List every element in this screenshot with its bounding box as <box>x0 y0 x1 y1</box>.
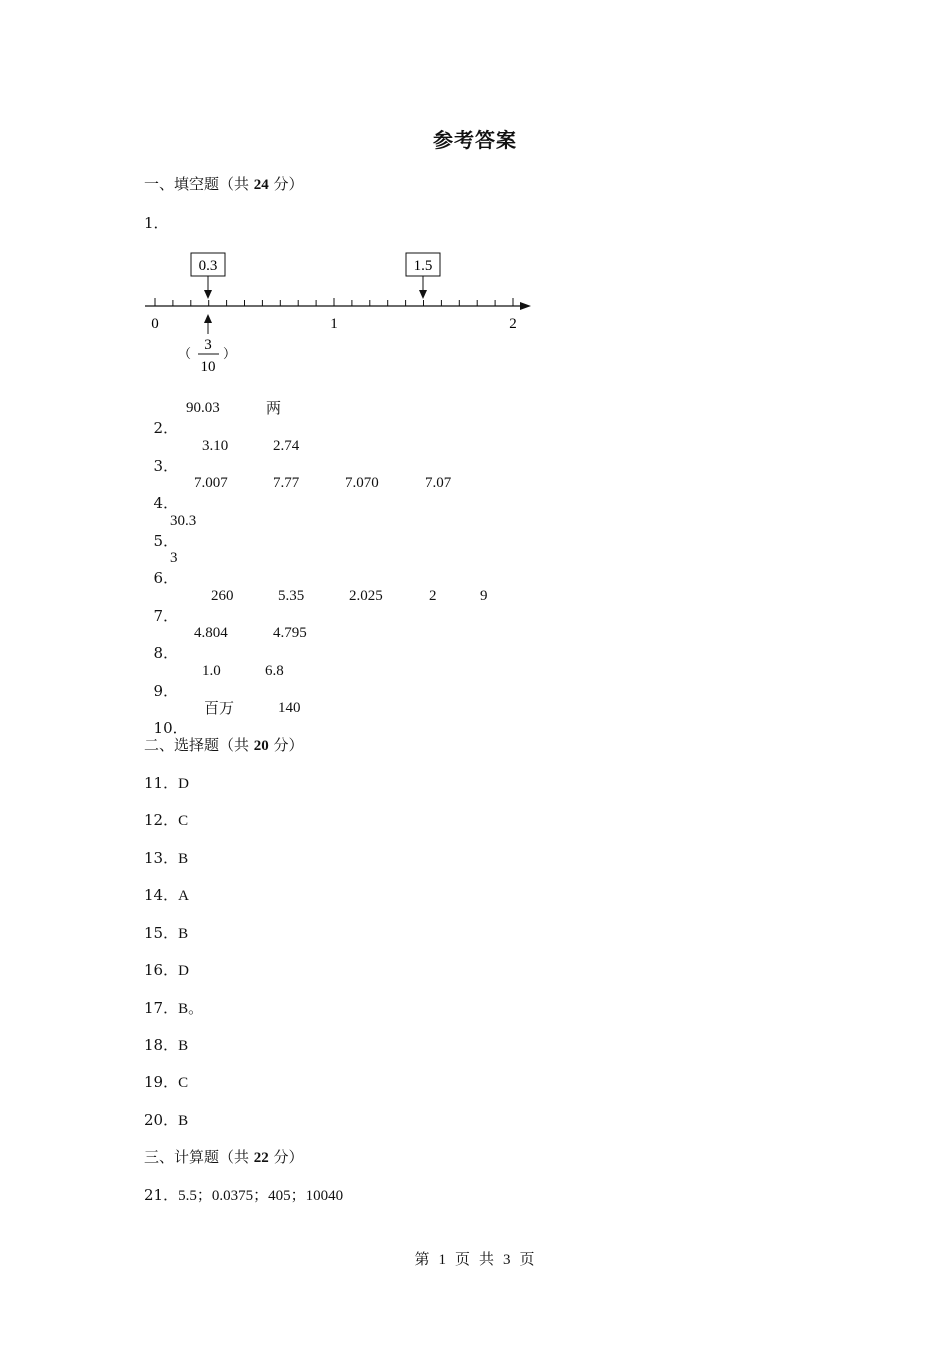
answer-value: B <box>178 1038 189 1054</box>
answer-line-12 <box>144 810 188 831</box>
footer-text: 第 <box>414 1250 431 1268</box>
answer-line-17 <box>144 998 203 1019</box>
up-arrow-icon <box>204 314 212 323</box>
answer-value: D <box>178 963 189 979</box>
answer-line-11 <box>144 773 189 794</box>
answer-value: 百万 <box>204 699 235 717</box>
answer-value: 140 <box>278 700 301 716</box>
answer-value: 2 <box>429 588 437 604</box>
question-number: 4． <box>153 494 179 512</box>
answer-value: B <box>178 1113 189 1129</box>
question-1-label: 1． <box>144 214 169 232</box>
answer-value: 2.74 <box>273 438 300 454</box>
footer-page-number: 1 <box>438 1252 447 1268</box>
question-number: 14． <box>144 886 179 904</box>
question-number: 19． <box>144 1073 179 1091</box>
section-heading-choice <box>144 735 304 756</box>
answer-line-20 <box>144 1110 188 1131</box>
question-number: 20． <box>144 1111 179 1129</box>
fraction-open-paren: （ <box>178 346 192 361</box>
answer-line-8 <box>144 623 644 662</box>
answer-value: 4.795 <box>273 625 307 641</box>
question-number: 6． <box>153 569 179 587</box>
answer-value: C <box>178 813 189 829</box>
answer-value: 260 <box>211 588 234 604</box>
answer-line-19 <box>144 1072 188 1093</box>
answer-value: 7.007 <box>194 475 228 491</box>
question-number: 11． <box>144 774 179 792</box>
answer-line-5 <box>144 511 644 550</box>
section-points: 22 <box>253 1150 269 1166</box>
answer-line-13 <box>144 848 188 869</box>
question-number: 18． <box>144 1036 179 1054</box>
answer-value: 1.0 <box>202 663 221 679</box>
answer-value: 7.070 <box>345 475 379 491</box>
section-points: 20 <box>253 738 269 754</box>
section-suffix: 分） <box>268 736 304 754</box>
answer-line-6 <box>144 548 644 587</box>
answer-line-9 <box>144 661 644 700</box>
answer-value: 90.03 <box>186 400 220 416</box>
section-points: 24 <box>253 177 269 193</box>
answer-value: 6.8 <box>265 663 284 679</box>
question-number: 10． <box>153 719 188 737</box>
answer-line-15 <box>144 923 188 944</box>
answer-line-2 <box>144 398 644 437</box>
question-number: 5． <box>153 532 179 550</box>
down-arrow-left-icon <box>204 290 212 299</box>
number-line-figure <box>140 248 540 378</box>
question-number: 7． <box>153 607 179 625</box>
answer-value: 3.10 <box>202 438 229 454</box>
answer-value: A <box>178 888 189 904</box>
page-footer <box>0 1248 950 1269</box>
question-number: 13． <box>144 849 179 867</box>
question-number: 17． <box>144 999 179 1017</box>
tick-label-1: 1 <box>330 316 338 332</box>
answer-line-18 <box>144 1035 188 1056</box>
footer-text: 页 <box>519 1250 536 1268</box>
page-title: 参考答案 <box>433 128 517 152</box>
answer-box-left-text: 0.3 <box>198 258 218 274</box>
section-heading-calculation <box>144 1147 304 1168</box>
question-number: 2． <box>153 419 179 437</box>
answer-value: 4.804 <box>194 625 228 641</box>
fraction-denominator: 10 <box>200 359 216 375</box>
section-prefix: 二、选择题（共 <box>144 736 254 754</box>
answer-value: B <box>178 851 189 867</box>
answer-line-21 <box>144 1185 343 1206</box>
footer-text: 页 <box>454 1250 471 1268</box>
question-number: 16． <box>144 961 179 979</box>
answer-value: 3 <box>170 550 178 566</box>
answer-value: C <box>178 1075 189 1091</box>
answer-line-4 <box>144 473 644 512</box>
footer-total-pages: 3 <box>503 1252 512 1268</box>
answer-line-3 <box>144 436 644 475</box>
tick-label-0: 0 <box>151 316 159 332</box>
answer-value: 5.35 <box>278 588 305 604</box>
answer-value: 2.025 <box>349 588 383 604</box>
question-number: 21． <box>144 1186 179 1204</box>
section-prefix: 一、填空题（共 <box>144 175 254 193</box>
answer-line-7 <box>144 586 644 625</box>
answer-value: D <box>178 776 189 792</box>
down-arrow-right-icon <box>419 290 427 299</box>
fraction-close-paren: ） <box>223 346 237 361</box>
answer-box-right-text: 1.5 <box>413 258 433 274</box>
question-number: 12． <box>144 811 179 829</box>
section-heading-fill-blank <box>144 174 304 195</box>
answer-value: B。 <box>178 1001 204 1017</box>
answer-value: 两 <box>266 399 282 417</box>
section-suffix: 分） <box>268 1148 304 1166</box>
question-number: 9． <box>153 682 179 700</box>
tick-label-2: 2 <box>509 316 517 332</box>
question-number: 3． <box>153 457 179 475</box>
fraction-numerator: 3 <box>204 337 212 353</box>
answer-value: 5.5；0.0375；405；10040 <box>178 1188 344 1204</box>
axis-ticks <box>155 298 513 306</box>
answer-value: 9 <box>480 588 488 604</box>
question-number: 15． <box>144 924 179 942</box>
answer-line-14 <box>144 885 189 906</box>
footer-text: 共 <box>479 1250 496 1268</box>
section-suffix: 分） <box>268 175 304 193</box>
question-number: 8． <box>153 644 179 662</box>
answer-line-10 <box>144 698 644 737</box>
answer-value: B <box>178 926 189 942</box>
answer-value: 7.77 <box>273 475 300 491</box>
answer-value: 7.07 <box>425 475 452 491</box>
axis-arrow-icon <box>520 302 531 310</box>
section-prefix: 三、计算题（共 <box>144 1148 254 1166</box>
answer-value: 30.3 <box>170 513 197 529</box>
answer-line-16 <box>144 960 189 981</box>
